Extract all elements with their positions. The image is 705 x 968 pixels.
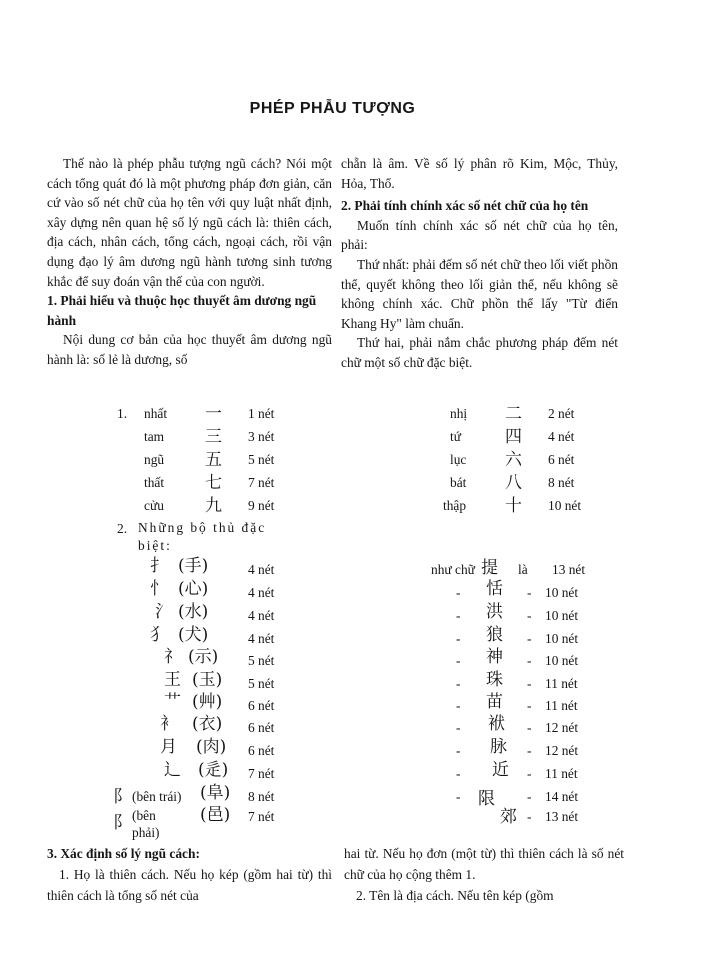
stroke-count: 6 nét: [248, 698, 275, 713]
radical-full: (艸): [192, 692, 223, 712]
stroke-count: 4 nét: [248, 631, 275, 646]
number-name: cửu: [144, 498, 164, 513]
stroke-count: 4 nét: [248, 562, 275, 577]
example-char: 提: [481, 558, 498, 578]
dash: -: [456, 631, 461, 646]
dash: -: [527, 743, 532, 758]
dash: -: [527, 789, 532, 804]
dash: -: [527, 608, 532, 623]
stroke-count: 10 nét: [545, 653, 579, 668]
item-number: 1.: [117, 406, 128, 421]
number-name: nhị: [450, 406, 468, 421]
radical-char: 扌: [150, 556, 167, 576]
example-char: 神: [486, 647, 503, 667]
stroke-count: 10 nét: [545, 608, 579, 623]
right-column: [341, 154, 618, 373]
number-char: 七: [205, 473, 222, 493]
number-char: 三: [205, 427, 222, 447]
number-char: 八: [505, 473, 522, 493]
second-rule: Thứ hai, phải nắm chắc phương pháp đếm nét chữ một số chữ đặc biệt.: [341, 335, 618, 370]
radical-full: (衣): [192, 714, 223, 734]
stroke-count: 5 nét: [248, 653, 275, 668]
radical-full: (邑): [200, 805, 231, 825]
radical-char: 王: [164, 670, 181, 690]
stroke-count: 4 nét: [548, 429, 575, 444]
radical-note: (bên phải): [132, 808, 160, 840]
number-name: tam: [144, 429, 165, 444]
stroke-count: 8 nét: [548, 475, 575, 490]
stroke-count: 4 nét: [248, 608, 275, 623]
number-name: bát: [450, 475, 467, 490]
dash: -: [527, 698, 532, 713]
stroke-count: 6 nét: [548, 452, 575, 467]
example-char: 袱: [488, 714, 505, 734]
example-char: 郊: [500, 807, 517, 827]
radical-full: (心): [178, 579, 209, 599]
radical-char: 阝: [113, 813, 130, 833]
stroke-count: 7 nét: [248, 766, 275, 781]
radical-char: 月: [160, 737, 177, 757]
section-1-heading: 1. Phải hiểu và thuộc học thuyết âm dương ngũ hành: [47, 293, 317, 328]
stroke-count: 8 nét: [248, 789, 275, 804]
radical-char: 衤: [160, 714, 177, 734]
number-char: 二: [505, 404, 522, 424]
stroke-count: 6 nét: [248, 743, 275, 758]
continuation-paragraph: chẵn là âm. Về số lý phân rõ Kim, Mộc, Thủy, Hỏa, Thổ.: [341, 156, 618, 191]
radical-char: 阝: [113, 787, 130, 807]
radical-char: 礻: [164, 647, 181, 667]
dash: -: [456, 676, 461, 691]
stroke-count: 11 nét: [545, 766, 578, 781]
example-char: 洪: [486, 602, 503, 622]
example-char: 苗: [486, 692, 503, 712]
dash: -: [527, 720, 532, 735]
stroke-count: 9 nét: [248, 498, 275, 513]
number-char: 十: [505, 496, 522, 516]
bottom-left-text: [47, 843, 332, 906]
radical-full: (示): [188, 647, 219, 667]
example-char: 恬: [486, 579, 503, 599]
number-name: tứ: [450, 429, 461, 444]
radical-full: (水): [178, 602, 209, 622]
left-column: [47, 154, 332, 370]
number-char: 六: [505, 450, 522, 470]
radical-full: (玉): [192, 670, 223, 690]
section-2-heading: 2. Phải tính chính xác số nét chữ của họ tên: [341, 198, 589, 214]
bottom-right-text: [344, 843, 624, 906]
example-char: 近: [492, 760, 509, 780]
dash: -: [456, 698, 461, 713]
stroke-count: 13 nét: [552, 562, 586, 577]
page-title: PHÉP PHẪU TƯỢNG: [249, 100, 416, 117]
stroke-count: 12 nét: [545, 720, 579, 735]
radical-full: (手): [178, 556, 209, 576]
example-char: 狼: [486, 625, 503, 645]
dash: -: [456, 789, 461, 804]
stroke-count: 6 nét: [248, 720, 275, 735]
number-name: thập: [443, 498, 467, 513]
dash: -: [456, 720, 461, 735]
item-number: 2.: [117, 521, 128, 536]
dash: -: [456, 608, 461, 623]
stroke-count: 7 nét: [248, 475, 275, 490]
radical-full: (犬): [178, 625, 209, 645]
radical-char: 艹: [164, 692, 181, 712]
radical-char: 辶: [164, 760, 181, 780]
dash: -: [527, 653, 532, 668]
number-char: 九: [205, 496, 222, 516]
dash: -: [527, 585, 532, 600]
section-2-intro: Muốn tính chính xác số nét chữ của họ tên, phải:: [341, 217, 618, 253]
radical-char: 犭: [150, 625, 167, 645]
stroke-count: 5 nét: [248, 676, 275, 691]
radicals-heading: Những bộ thủ đặc biệt:: [138, 520, 267, 553]
stroke-count: 10 nét: [545, 585, 579, 600]
dash: -: [456, 766, 461, 781]
stroke-count: 12 nét: [545, 743, 579, 758]
stroke-count: 13 nét: [545, 809, 579, 824]
number-name: lục: [450, 452, 467, 467]
stroke-count: 14 nét: [545, 789, 579, 804]
stroke-count: 11 nét: [545, 676, 578, 691]
dash: -: [527, 766, 532, 781]
radical-note: (bên trái): [132, 789, 182, 804]
number-name: nhất: [144, 406, 168, 421]
stroke-count: 3 nét: [248, 429, 275, 444]
example-prefix: như chữ: [431, 562, 475, 577]
number-char: 四: [505, 427, 522, 447]
dash: -: [527, 631, 532, 646]
radical-full: (辵): [198, 760, 229, 780]
stroke-count: 2 nét: [548, 406, 575, 421]
section-3-continuation: hai từ. Nếu họ đơn (một từ) thì thiên cách là số nét chữ của họ cộng thêm 1.: [344, 846, 624, 882]
stroke-count: 1 nét: [248, 406, 275, 421]
radical-char: 忄: [150, 579, 167, 599]
section-3-text: 1. Họ là thiên cách. Nếu họ kép (gồm hai từ) thì thiên cách là tổng số nét của: [47, 867, 332, 903]
section-3-heading: 3. Xác định số lý ngũ cách:: [47, 846, 200, 861]
number-char: 一: [205, 404, 222, 424]
example-char: 珠: [486, 670, 503, 690]
first-rule: Thứ nhất: phải đếm số nét chữ theo lối viết phồn thể, quyết không theo lối giản thể, nếu không sẽ không chính xác. Chữ phồn thể lấy "Từ điển Khang Hy" làm chuẩn.: [341, 256, 618, 331]
stroke-count: 5 nét: [248, 452, 275, 467]
number-name: thất: [144, 475, 165, 490]
stroke-count: 7 nét: [248, 809, 275, 824]
dash: -: [456, 743, 461, 758]
stroke-count: 4 nét: [248, 585, 275, 600]
dash: -: [456, 585, 461, 600]
stroke-count: 10 nét: [548, 498, 582, 513]
number-char: 五: [205, 450, 222, 470]
example-suffix: là: [518, 562, 528, 577]
number-name: ngũ: [144, 452, 165, 467]
radical-full: (肉): [196, 737, 227, 757]
dash: -: [527, 676, 532, 691]
section-3-item-2: 2. Tên là địa cách. Nếu tên kép (gồm: [356, 888, 554, 903]
dash: -: [456, 653, 461, 668]
section-1-text: Nội dung cơ bản của học thuyết âm dương ngũ hành là: số lẻ là dương, số: [47, 332, 332, 367]
example-char: 脉: [490, 737, 507, 757]
stroke-count: 11 nét: [545, 698, 578, 713]
radical-char: 氵: [155, 602, 172, 622]
stroke-count: 10 nét: [545, 631, 579, 646]
example-char: 限: [478, 789, 495, 809]
radical-full: (阜): [200, 783, 231, 803]
intro-paragraph: Thế nào là phép phẫu tượng ngũ cách? Nói một cách tổng quát đó là một phương pháp đơn giản, căn cứ vào số nét chữ của họ tên với quy luật nhất định, xây dựng nên quan hệ số lý ngũ cách là: thiên cách, địa cách, nhân cách, tổng cách, ngoại cách, rồi vận dụng đạo lý âm dương ngũ hành tương sinh tương khắc để suy đoán vận thế của con người.: [47, 156, 332, 289]
dash: -: [527, 809, 532, 824]
